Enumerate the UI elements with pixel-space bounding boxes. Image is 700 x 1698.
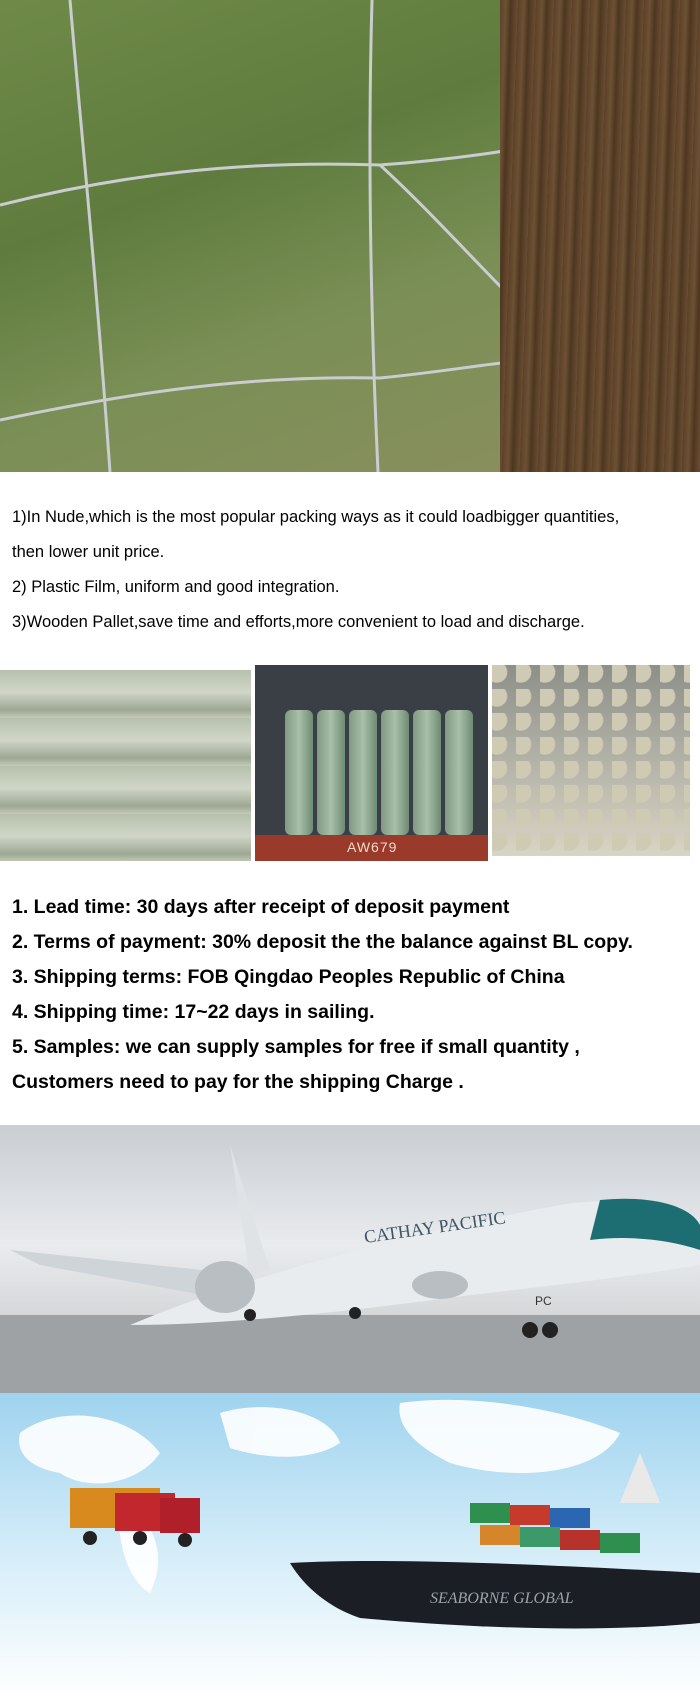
airline-name: CATHAY PACIFIC [362,1207,507,1247]
nude-packing-photo [0,670,251,861]
logistics-illustration [0,1393,700,1698]
ship-name: SEABORNE GLOBAL [430,1590,574,1607]
fence-photo [0,0,700,472]
pallet-container-photo [492,665,690,856]
payment-terms: 2. Terms of payment: 30% deposit the the balance against BL copy. [12,931,633,953]
wooden-post [500,0,700,472]
container-rolls-photo [255,665,488,861]
truck-plate-text: AW679 [347,839,398,855]
truck-plate [255,835,488,861]
samples-line-2: Customers need to pay for the shipping Charge . [12,1071,464,1093]
packing-line-1: 1)In Nude,which is the most popular packing ways as it could loadbigger quantities, [12,508,620,526]
packing-line-4: 3)Wooden Pallet,save time and efforts,more convenient to load and discharge. [12,613,585,631]
shipping-terms-line: 3. Shipping terms: FOB Qingdao Peoples Republic of China [12,966,565,988]
packing-description [12,500,692,640]
shipping-terms [12,890,692,1100]
logistics-world-map [0,1393,700,1698]
packing-line-2: then lower unit price. [12,543,165,561]
packing-line-3: 2) Plastic Film, uniform and good integration. [12,578,340,596]
samples-line: 5. Samples: we can supply samples for free if small quantity , [12,1036,580,1058]
lead-time: 1. Lead time: 30 days after receipt of deposit payment [12,896,510,918]
airplane-photo [0,1125,700,1393]
shipping-time: 4. Shipping time: 17~22 days in sailing. [12,1001,375,1023]
plane-registration: PC [535,1294,552,1308]
airplane-illustration [0,1125,700,1393]
